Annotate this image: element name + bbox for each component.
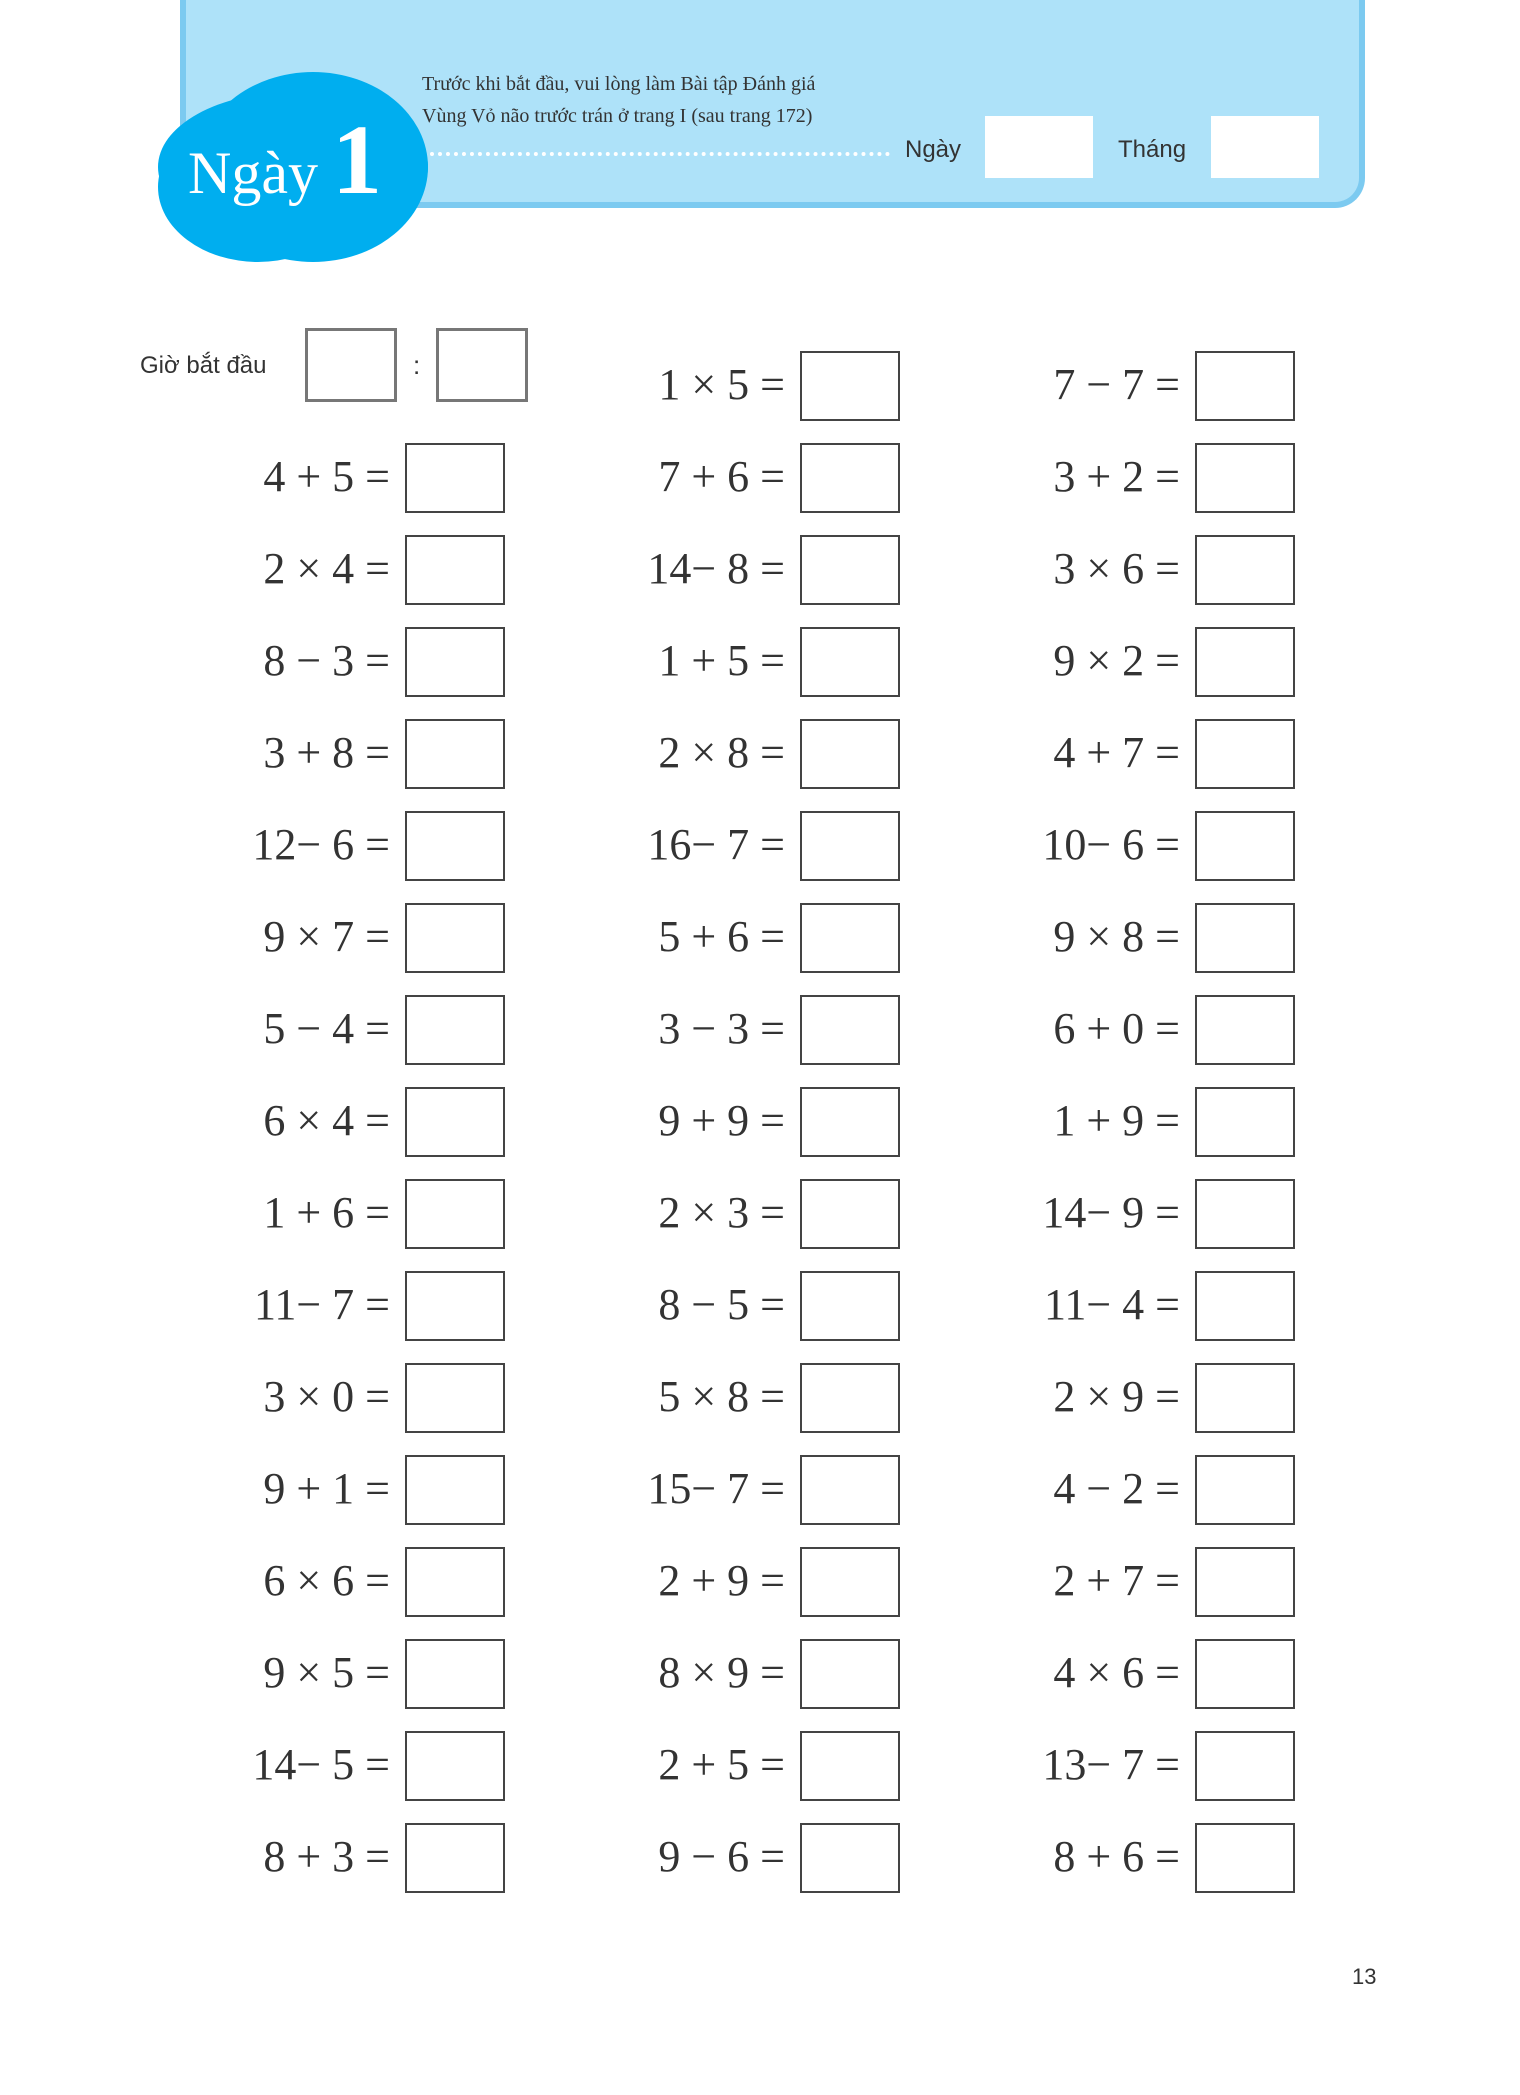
answer-box[interactable] xyxy=(800,995,900,1065)
answer-box[interactable] xyxy=(405,1639,505,1709)
problem-row xyxy=(205,1179,505,1249)
answer-box[interactable] xyxy=(1195,903,1295,973)
answer-box[interactable] xyxy=(800,1179,900,1249)
problem-expression: 6 × 4 = xyxy=(263,1096,390,1145)
problem-row xyxy=(600,1547,900,1617)
problem-expression: 4 − 2 = xyxy=(1053,1464,1180,1513)
answer-box[interactable] xyxy=(1195,535,1295,605)
problem-row xyxy=(600,995,900,1065)
problem-row xyxy=(995,443,1295,513)
problem-row xyxy=(995,1455,1295,1525)
problem-row xyxy=(995,1179,1295,1249)
problem-expression: 1 + 6 = xyxy=(263,1188,390,1237)
answer-box[interactable] xyxy=(405,535,505,605)
problem-expression: 8 × 9 = xyxy=(658,1648,785,1697)
problem-expression: 4 + 5 = xyxy=(263,452,390,501)
answer-box[interactable] xyxy=(405,1455,505,1525)
problem-row xyxy=(995,535,1295,605)
instruction-line: Vùng Vỏ não trước trán ở trang I (sau trang 172) xyxy=(422,105,813,127)
problem-row xyxy=(600,903,900,973)
answer-box[interactable] xyxy=(800,1363,900,1433)
problem-row xyxy=(995,1547,1295,1617)
problem-row xyxy=(995,811,1295,881)
answer-box[interactable] xyxy=(800,1271,900,1341)
answer-box[interactable] xyxy=(1195,1823,1295,1893)
problem-expression: 5 × 8 = xyxy=(658,1372,785,1421)
problem-row xyxy=(600,719,900,789)
problem-row xyxy=(205,719,505,789)
day-label: Ngày xyxy=(905,136,962,163)
problem-row xyxy=(995,1271,1295,1341)
instruction-line: Trước khi bắt đầu, vui lòng làm Bài tập Đánh giá xyxy=(422,73,816,95)
problem-row xyxy=(995,903,1295,973)
problem-row xyxy=(600,351,900,421)
day-field[interactable] xyxy=(985,116,1093,178)
dotted-divider xyxy=(430,152,890,156)
answer-box[interactable] xyxy=(1195,1363,1295,1433)
problem-row xyxy=(205,1639,505,1709)
problem-row xyxy=(995,627,1295,697)
problem-expression: 14− 5 = xyxy=(252,1740,390,1789)
problem-row xyxy=(995,351,1295,421)
answer-box[interactable] xyxy=(405,443,505,513)
answer-box[interactable] xyxy=(405,1363,505,1433)
answer-box[interactable] xyxy=(405,995,505,1065)
problem-expression: 9 × 8 = xyxy=(1053,912,1180,961)
answer-box[interactable] xyxy=(1195,995,1295,1065)
answer-box[interactable] xyxy=(1195,1087,1295,1157)
problem-expression: 2 × 3 = xyxy=(658,1188,785,1237)
answer-box[interactable] xyxy=(800,1823,900,1893)
problem-expression: 2 + 5 = xyxy=(658,1740,785,1789)
problem-expression: 3 + 8 = xyxy=(263,728,390,777)
problem-row xyxy=(600,1823,900,1893)
badge-word: Ngày xyxy=(188,140,318,206)
page-number: 13 xyxy=(1352,1964,1377,1989)
answer-box[interactable] xyxy=(800,1455,900,1525)
problem-row xyxy=(995,1731,1295,1801)
answer-box[interactable] xyxy=(405,1731,505,1801)
problem-expression: 7 + 6 = xyxy=(658,452,785,501)
problem-expression: 3 × 0 = xyxy=(263,1372,390,1421)
problem-expression: 7 − 7 = xyxy=(1053,360,1180,409)
answer-box[interactable] xyxy=(800,627,900,697)
problem-expression: 13− 7 = xyxy=(1042,1740,1180,1789)
answer-box[interactable] xyxy=(1195,1271,1295,1341)
problem-row xyxy=(600,1363,900,1433)
start-time-label: Giờ bắt đầu xyxy=(140,352,267,379)
problem-expression: 5 + 6 = xyxy=(658,912,785,961)
problem-expression: 4 + 7 = xyxy=(1053,728,1180,777)
problem-expression: 12− 6 = xyxy=(252,820,390,869)
problem-expression: 8 − 3 = xyxy=(263,636,390,685)
problem-expression: 2 × 4 = xyxy=(263,544,390,593)
problem-row xyxy=(600,443,900,513)
problem-row xyxy=(205,627,505,697)
problem-expression: 6 + 0 = xyxy=(1053,1004,1180,1053)
problem-expression: 14− 8 = xyxy=(647,544,785,593)
problem-expression: 9 × 2 = xyxy=(1053,636,1180,685)
problem-expression: 9 + 9 = xyxy=(658,1096,785,1145)
day-badge xyxy=(158,72,433,262)
answer-box[interactable] xyxy=(405,1271,505,1341)
answer-box[interactable] xyxy=(1195,1179,1295,1249)
problem-expression: 9 − 6 = xyxy=(658,1832,785,1881)
instruction-text xyxy=(422,68,815,132)
answer-box[interactable] xyxy=(800,903,900,973)
badge-title xyxy=(188,102,382,217)
problem-row xyxy=(995,1087,1295,1157)
answer-box[interactable] xyxy=(1195,811,1295,881)
answer-box[interactable] xyxy=(405,1547,505,1617)
problem-expression: 8 − 5 = xyxy=(658,1280,785,1329)
problem-expression: 14− 9 = xyxy=(1042,1188,1180,1237)
problem-expression: 8 + 6 = xyxy=(1053,1832,1180,1881)
problem-row xyxy=(205,535,505,605)
answer-box[interactable] xyxy=(800,351,900,421)
problem-row xyxy=(600,811,900,881)
start-hour-field[interactable] xyxy=(305,328,397,402)
answer-box[interactable] xyxy=(405,719,505,789)
problem-expression: 11− 7 = xyxy=(254,1280,390,1329)
problem-expression: 1 × 5 = xyxy=(658,360,785,409)
problem-expression: 3 × 6 = xyxy=(1053,544,1180,593)
answer-box[interactable] xyxy=(1195,1731,1295,1801)
start-minute-field[interactable] xyxy=(436,328,528,402)
problem-row xyxy=(600,1271,900,1341)
problem-expression: 15− 7 = xyxy=(647,1464,785,1513)
answer-box[interactable] xyxy=(800,1639,900,1709)
answer-box[interactable] xyxy=(800,1547,900,1617)
problem-expression: 9 + 1 = xyxy=(263,1464,390,1513)
problem-row xyxy=(995,1639,1295,1709)
problem-expression: 6 × 6 = xyxy=(263,1556,390,1605)
problem-expression: 11− 4 = xyxy=(1044,1280,1180,1329)
problem-row xyxy=(205,1823,505,1893)
problem-row xyxy=(995,995,1295,1065)
problem-row xyxy=(205,811,505,881)
problem-row xyxy=(600,1087,900,1157)
answer-box[interactable] xyxy=(405,1179,505,1249)
problem-row xyxy=(995,719,1295,789)
problem-expression: 2 + 7 = xyxy=(1053,1556,1180,1605)
time-separator: : xyxy=(413,350,421,380)
problem-row xyxy=(205,1547,505,1617)
problem-row xyxy=(205,1363,505,1433)
answer-box[interactable] xyxy=(1195,1639,1295,1709)
month-label: Tháng xyxy=(1118,136,1187,163)
problem-expression: 2 × 9 = xyxy=(1053,1372,1180,1421)
problem-row xyxy=(600,1179,900,1249)
badge-number: 1 xyxy=(331,104,382,215)
problem-expression: 3 − 3 = xyxy=(658,1004,785,1053)
problem-expression: 3 + 2 = xyxy=(1053,452,1180,501)
answer-box[interactable] xyxy=(405,903,505,973)
problem-expression: 9 × 5 = xyxy=(263,1648,390,1697)
answer-box[interactable] xyxy=(405,811,505,881)
answer-box[interactable] xyxy=(405,1087,505,1157)
problem-expression: 1 + 5 = xyxy=(658,636,785,685)
problem-row xyxy=(995,1363,1295,1433)
problem-row xyxy=(600,1731,900,1801)
answer-box[interactable] xyxy=(800,535,900,605)
problem-expression: 4 × 6 = xyxy=(1053,1648,1180,1697)
answer-box[interactable] xyxy=(800,811,900,881)
problem-expression: 2 + 9 = xyxy=(658,1556,785,1605)
problem-expression: 9 × 7 = xyxy=(263,912,390,961)
problem-row xyxy=(995,1823,1295,1893)
answer-box[interactable] xyxy=(800,1731,900,1801)
problem-row xyxy=(205,903,505,973)
problem-row xyxy=(205,443,505,513)
problem-row xyxy=(600,1639,900,1709)
problem-expression: 8 + 3 = xyxy=(263,1832,390,1881)
answer-box[interactable] xyxy=(1195,719,1295,789)
problem-row xyxy=(205,1455,505,1525)
problem-row xyxy=(600,535,900,605)
month-field[interactable] xyxy=(1211,116,1319,178)
answer-box[interactable] xyxy=(1195,1547,1295,1617)
answer-box[interactable] xyxy=(800,1087,900,1157)
problem-expression: 2 × 8 = xyxy=(658,728,785,777)
answer-box[interactable] xyxy=(800,443,900,513)
problem-row xyxy=(205,1731,505,1801)
answer-box[interactable] xyxy=(405,1823,505,1893)
problem-row xyxy=(205,1087,505,1157)
problem-row xyxy=(600,627,900,697)
problem-row xyxy=(205,995,505,1065)
answer-box[interactable] xyxy=(1195,1455,1295,1525)
problem-row xyxy=(205,1271,505,1341)
answer-box[interactable] xyxy=(405,627,505,697)
answer-box[interactable] xyxy=(1195,627,1295,697)
problem-expression: 10− 6 = xyxy=(1042,820,1180,869)
answer-box[interactable] xyxy=(800,719,900,789)
answer-box[interactable] xyxy=(1195,443,1295,513)
problem-expression: 16− 7 = xyxy=(647,820,785,869)
problem-expression: 5 − 4 = xyxy=(263,1004,390,1053)
answer-box[interactable] xyxy=(1195,351,1295,421)
problem-row xyxy=(600,1455,900,1525)
problem-expression: 1 + 9 = xyxy=(1053,1096,1180,1145)
